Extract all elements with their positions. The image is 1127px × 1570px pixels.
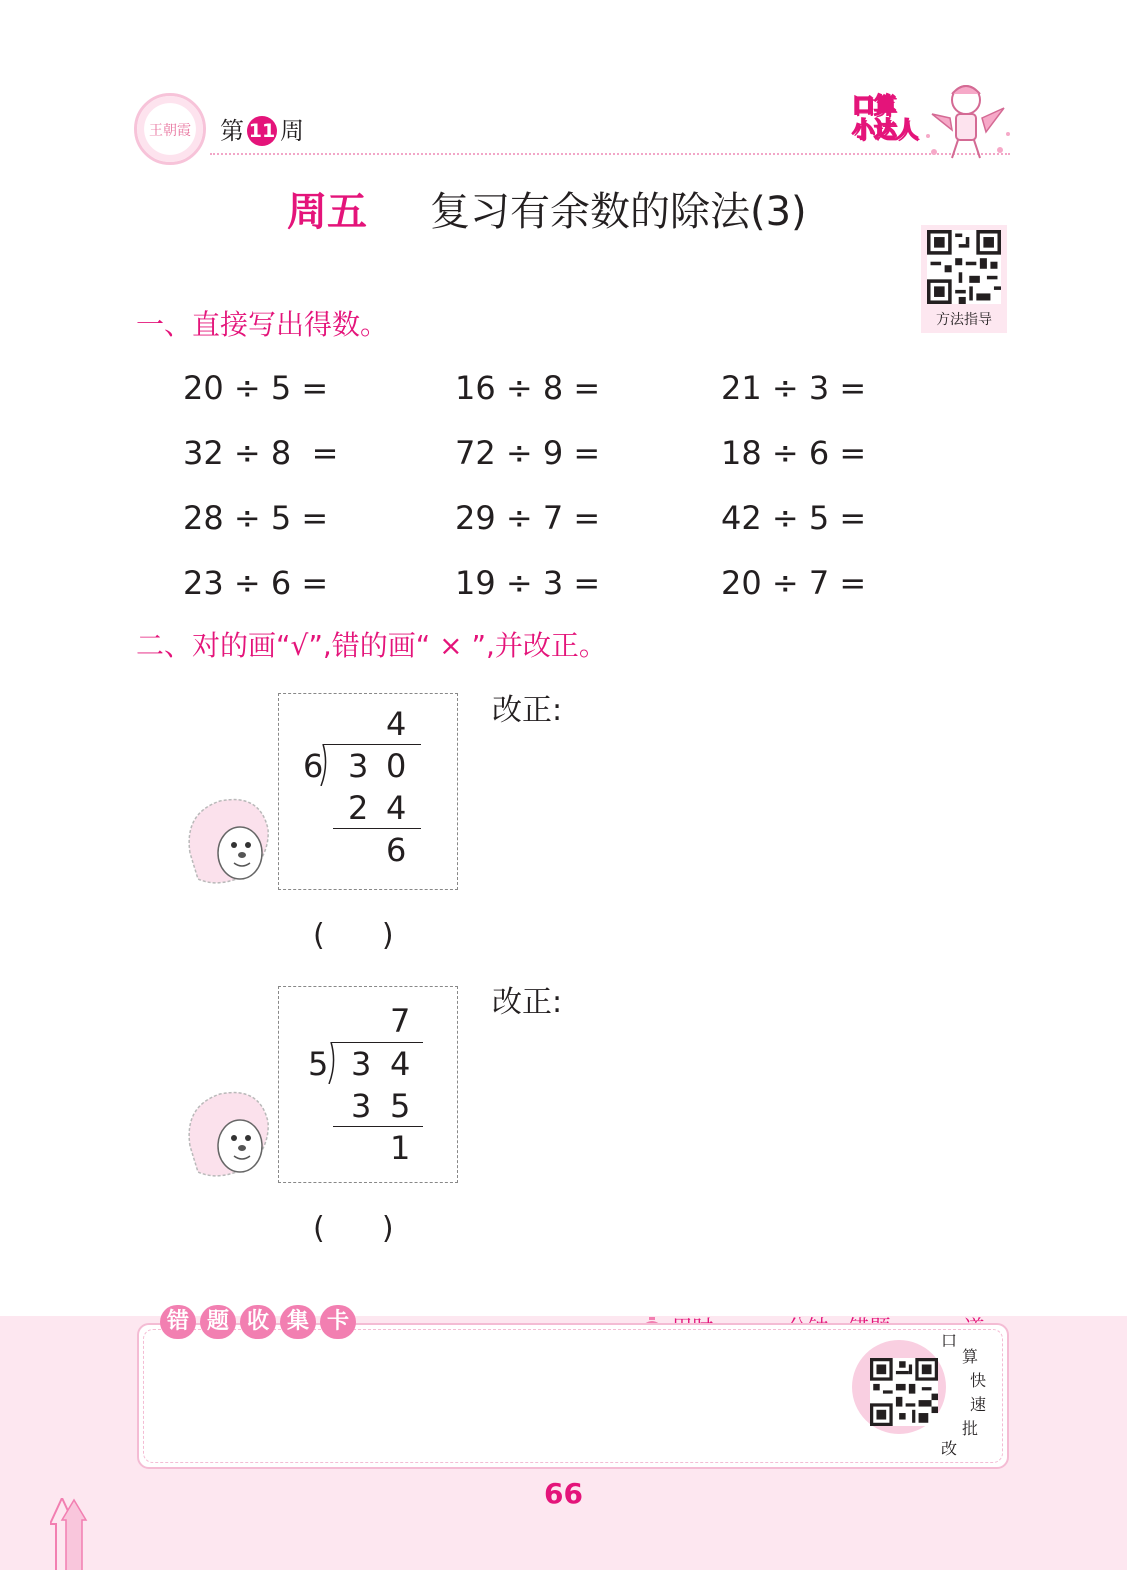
equation-r4-c1: 23 ÷ 6 = xyxy=(183,564,329,602)
equation-r1-c3: 21 ÷ 3 = xyxy=(721,369,867,407)
division-problem-1 xyxy=(278,693,458,890)
brand-line2: 小达人 xyxy=(852,118,919,143)
week-prefix: 第 xyxy=(220,117,244,145)
brand-line1: 口算 xyxy=(852,94,897,119)
qr-code-icon xyxy=(927,230,1001,304)
hedgehog-illustration xyxy=(180,1086,278,1184)
section2-title: 二、对的画“√”,错的画“ × ”,并改正。 xyxy=(136,629,607,662)
hedgehog-illustration xyxy=(180,793,278,891)
dividend-tens: 3 xyxy=(351,1045,372,1083)
card-title-char: 错 xyxy=(160,1305,196,1339)
title-day: 周五 xyxy=(287,189,367,235)
division-bracket xyxy=(327,1042,337,1084)
arrow-up-icon xyxy=(50,1498,90,1570)
equation-r2-c3: 18 ÷ 6 = xyxy=(721,434,867,472)
page-title: 复习有余数的除法(3) xyxy=(430,189,807,235)
quotient-digit: 7 xyxy=(390,1002,411,1040)
qr-side-char: 批 xyxy=(962,1419,979,1438)
dividend-ones: 4 xyxy=(390,1045,411,1083)
page-number: 66 xyxy=(544,1477,583,1510)
card-title-char: 收 xyxy=(240,1305,276,1339)
divisor-digit: 5 xyxy=(308,1045,329,1083)
section1-title: 一、直接写出得数。 xyxy=(136,308,389,341)
division-problem-2 xyxy=(278,986,458,1183)
qr-side-char: 算 xyxy=(962,1347,979,1366)
equation-r4-c3: 20 ÷ 7 = xyxy=(721,564,867,602)
card-title-char: 集 xyxy=(280,1305,316,1339)
brand-logo xyxy=(852,95,918,145)
product-ones: 4 xyxy=(386,789,407,827)
week-number-badge: 11 xyxy=(247,116,277,146)
equation-r4-c2: 19 ÷ 3 = xyxy=(455,564,601,602)
division-bar xyxy=(331,1042,423,1043)
remainder-digit: 1 xyxy=(390,1129,411,1167)
correction-label: 改正: xyxy=(492,985,563,1020)
qr-code-icon xyxy=(870,1358,938,1426)
divisor-digit: 6 xyxy=(303,747,324,785)
error-collection-card-title xyxy=(160,1305,356,1339)
header-divider xyxy=(210,153,1010,155)
qr-side-char: 改 xyxy=(941,1439,958,1458)
quick-grading-qr[interactable] xyxy=(852,1340,946,1434)
subtraction-line xyxy=(333,828,421,829)
product-ones: 5 xyxy=(390,1087,411,1125)
qr-side-char: 速 xyxy=(970,1395,987,1414)
card-title-char: 题 xyxy=(200,1305,236,1339)
equation-r3-c3: 42 ÷ 5 = xyxy=(721,499,867,537)
subtraction-line xyxy=(333,1126,423,1127)
equation-r1-c2: 16 ÷ 8 = xyxy=(455,369,601,407)
equation-r3-c2: 29 ÷ 7 = xyxy=(455,499,601,537)
answer-parentheses[interactable]: ( ) xyxy=(313,1211,394,1246)
answer-parentheses[interactable]: ( ) xyxy=(313,918,394,953)
qr-side-char: 快 xyxy=(970,1371,987,1390)
equation-r2-c2: 72 ÷ 9 = xyxy=(455,434,601,472)
week-suffix: 周 xyxy=(280,117,304,145)
equation-r3-c1: 28 ÷ 5 = xyxy=(183,499,329,537)
product-tens: 2 xyxy=(348,789,369,827)
division-bar xyxy=(323,744,421,745)
dividend-ones: 0 xyxy=(386,747,407,785)
qr-caption: 方法指导 xyxy=(936,312,992,328)
equation-r2-c1: 32 ÷ 8 = xyxy=(183,434,339,472)
card-title-char: 卡 xyxy=(320,1305,356,1339)
quotient-digit: 4 xyxy=(386,705,407,743)
method-guide-qr[interactable] xyxy=(921,225,1007,333)
remainder-digit: 6 xyxy=(386,831,407,869)
product-tens: 3 xyxy=(351,1087,372,1125)
equation-r1-c1: 20 ÷ 5 = xyxy=(183,369,329,407)
week-label xyxy=(220,116,304,146)
qr-side-char: 口 xyxy=(941,1331,958,1350)
logo-text: 王朝霞 xyxy=(149,123,191,139)
mascot-girl-illustration xyxy=(922,78,1014,168)
dividend-tens: 3 xyxy=(348,747,369,785)
correction-label: 改正: xyxy=(492,693,563,728)
logo-seal xyxy=(134,93,206,165)
